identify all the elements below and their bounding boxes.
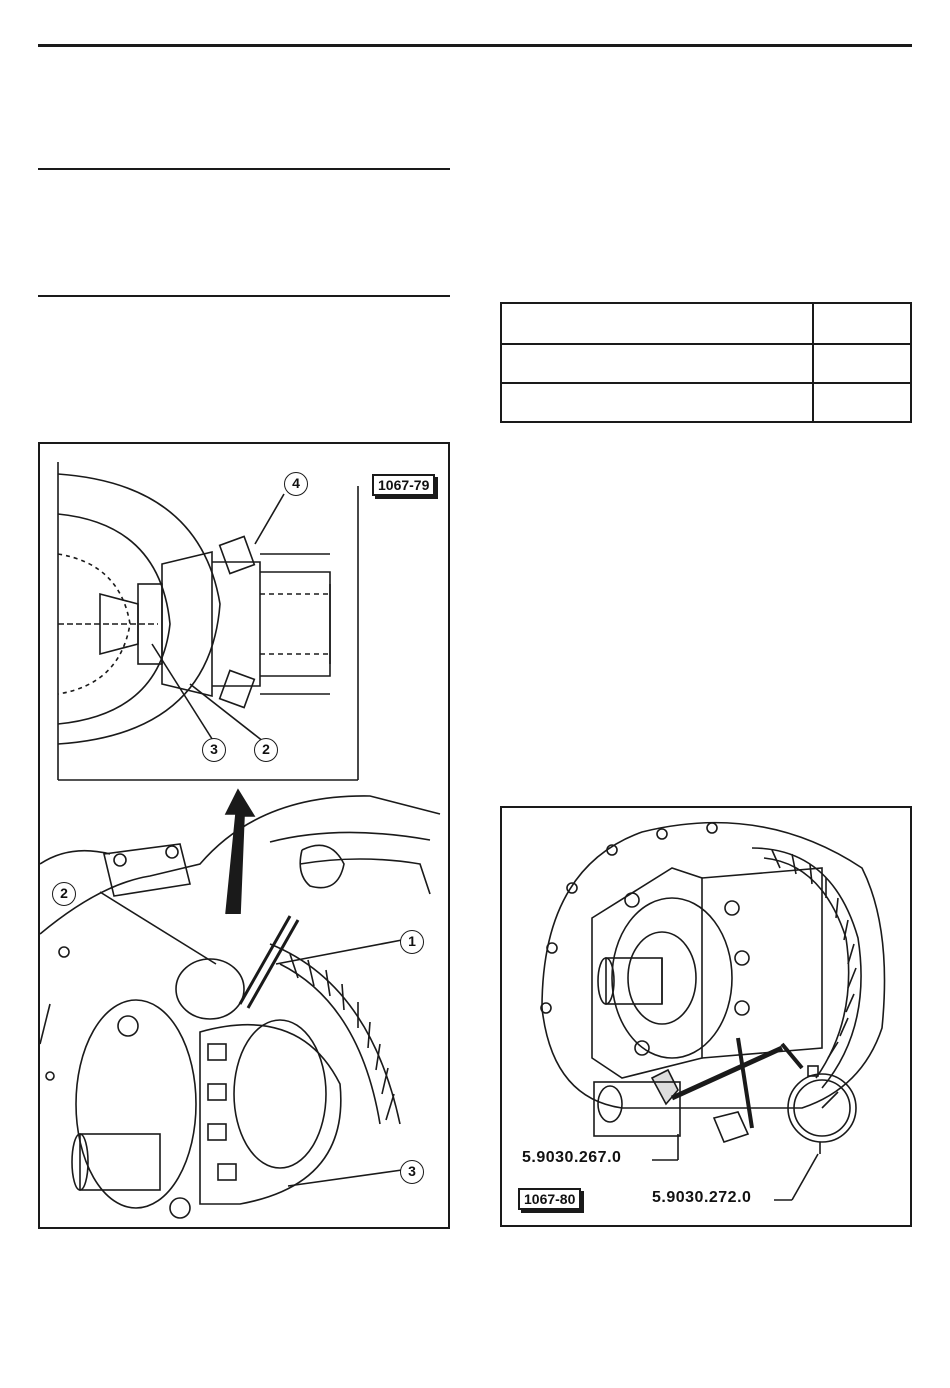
spec-table (500, 302, 912, 423)
section-rule-1 (38, 168, 450, 170)
section-rule-2 (38, 295, 450, 297)
table-column-divider (812, 304, 814, 421)
table-row (502, 343, 910, 382)
part-label-3: 3 (202, 738, 226, 762)
header-rule (38, 44, 912, 47)
part-label-1: 1 (400, 930, 424, 954)
tool-number-label: 5.9030.267.0 (522, 1149, 622, 1166)
figure-code: 1067-79 (372, 474, 435, 496)
part-label-2: 2 (254, 738, 278, 762)
tool-number-label: 5.9030.272.0 (652, 1189, 752, 1206)
figure-code: 1067-80 (518, 1188, 581, 1210)
figure-dial-gauge-setup (500, 806, 912, 1227)
part-label-2: 2 (52, 882, 76, 906)
figure-differential-bearing-removal (38, 442, 450, 1229)
differential-illustration (40, 444, 448, 1227)
part-label-4: 4 (284, 472, 308, 496)
table-row (502, 382, 910, 421)
table-row (502, 304, 910, 343)
part-label-3: 3 (400, 1160, 424, 1184)
